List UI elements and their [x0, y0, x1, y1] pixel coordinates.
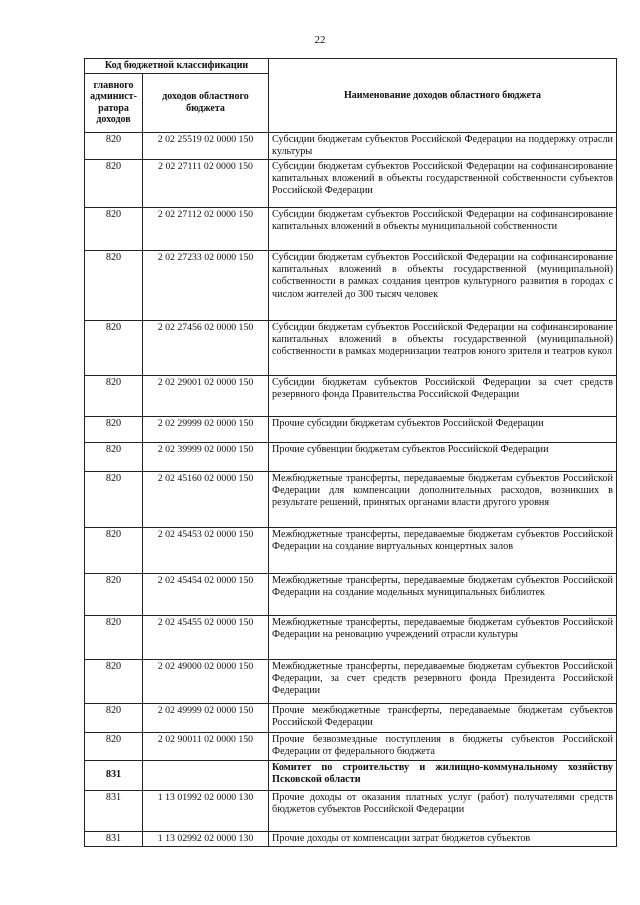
revenue-name-cell: Субсидии бюджетам субъектов Российской Федерации на софинансирование капитальных вложений в объекты государственной собственности субъектов Российской Федерации: [269, 159, 617, 207]
revenue-name-cell: Межбюджетные трансферты, передаваемые бюджетам субъектов Российской Федерации на реновацию учреждений отрасли культуры: [269, 615, 617, 659]
header-chief-administrator: главного админист-ратора доходов: [85, 73, 143, 132]
admin-code-cell: 831: [85, 760, 143, 790]
admin-code-cell: 831: [85, 790, 143, 831]
revenue-code-cell: 2 02 27112 02 0000 150: [143, 207, 269, 250]
revenue-code-cell: [143, 760, 269, 790]
table-row: [85, 132, 617, 159]
table-row: [85, 703, 617, 732]
admin-code-cell: 820: [85, 207, 143, 250]
revenue-code-cell: 2 02 27456 02 0000 150: [143, 320, 269, 375]
table-row: [85, 732, 617, 760]
admin-code-cell: 820: [85, 703, 143, 732]
budget-classification-table: [84, 58, 617, 847]
admin-code-cell: 820: [85, 442, 143, 471]
admin-code-cell: 820: [85, 471, 143, 527]
revenue-name-cell: Субсидии бюджетам субъектов Российской Федерации на поддержку отрасли культуры: [269, 132, 617, 159]
revenue-code-cell: 2 02 39999 02 0000 150: [143, 442, 269, 471]
table-row: [85, 375, 617, 416]
revenue-code-cell: 2 02 49999 02 0000 150: [143, 703, 269, 732]
admin-code-cell: 820: [85, 527, 143, 573]
table-row: [85, 250, 617, 320]
revenue-name-cell: Субсидии бюджетам субъектов Российской Федерации на софинансирование капитальных вложений в объекты государственной (муниципальной) собственности в рамках создания центров культурного развития в городах с числом жителей до 300 тысяч человек: [269, 250, 617, 320]
revenue-code-cell: 2 02 45160 02 0000 150: [143, 471, 269, 527]
revenue-name-cell: Прочие безвозмездные поступления в бюджеты субъектов Российской Федерации от федерального бюджета: [269, 732, 617, 760]
revenue-code-cell: 2 02 49000 02 0000 150: [143, 659, 269, 703]
page-number: 22: [314, 34, 326, 46]
revenue-code-cell: 2 02 29001 02 0000 150: [143, 375, 269, 416]
table-row: [85, 416, 617, 442]
admin-code-cell: 820: [85, 615, 143, 659]
revenue-name-cell: Межбюджетные трансферты, передаваемые бюджетам субъектов Российской Федерации, за счет средств резервного фонда Президента Российской Федерации: [269, 659, 617, 703]
revenue-name-cell: Межбюджетные трансферты, передаваемые бюджетам субъектов Российской Федерации для компенсации дополнительных расходов, возникших в результате решений, принятых органами власти другого уровня: [269, 471, 617, 527]
revenue-code-cell: 1 13 01992 02 0000 130: [143, 790, 269, 831]
admin-code-cell: 820: [85, 159, 143, 207]
header-revenue-code: доходов областного бюджета: [143, 73, 269, 132]
admin-code-cell: 831: [85, 831, 143, 846]
revenue-code-cell: 2 02 29999 02 0000 150: [143, 416, 269, 442]
admin-code-cell: 820: [85, 250, 143, 320]
admin-code-cell: 820: [85, 573, 143, 615]
revenue-name-cell: Субсидии бюджетам субъектов Российской Федерации на софинансирование капитальных вложений в объекты муниципальной собственности: [269, 207, 617, 250]
revenue-code-cell: 2 02 45454 02 0000 150: [143, 573, 269, 615]
revenue-name-cell: Комитет по строительству и жилищно-коммунальному хозяйству Псковской области: [269, 760, 617, 790]
revenue-name-cell: Прочие межбюджетные трансферты, передаваемые бюджетам субъектов Российской Федерации: [269, 703, 617, 732]
revenue-name-cell: Прочие доходы от оказания платных услуг (работ) получателями средств бюджетов субъектов Российской Федерации: [269, 790, 617, 831]
admin-code-cell: 820: [85, 375, 143, 416]
revenue-code-cell: 2 02 45453 02 0000 150: [143, 527, 269, 573]
revenue-name-cell: Субсидии бюджетам субъектов Российской Федерации на софинансирование капитальных вложений в объекты государственной (муниципальной) собственности в рамках модернизации театров юного зрителя и театров кукол: [269, 320, 617, 375]
table-body: [85, 132, 617, 847]
revenue-name-cell: Прочие субсидии бюджетам субъектов Российской Федерации: [269, 416, 617, 442]
table-row: [85, 760, 617, 790]
revenue-name-cell: Субсидии бюджетам субъектов Российской Федерации за счет средств резервного фонда Правительства Российской Федерации: [269, 375, 617, 416]
revenue-code-cell: 2 02 90011 02 0000 150: [143, 732, 269, 760]
revenue-name-cell: Прочие доходы от компенсации затрат бюджетов субъектов: [269, 831, 617, 846]
table-row: [85, 527, 617, 573]
revenue-code-cell: 1 13 02992 02 0000 130: [143, 831, 269, 846]
table-row: [85, 659, 617, 703]
revenue-code-cell: 2 02 27111 02 0000 150: [143, 159, 269, 207]
admin-code-cell: 820: [85, 732, 143, 760]
table-row: [85, 320, 617, 375]
table-row: [85, 573, 617, 615]
table-row: [85, 159, 617, 207]
header-classification-code: Код бюджетной классификации: [85, 59, 269, 74]
revenue-name-cell: Межбюджетные трансферты, передаваемые бюджетам субъектов Российской Федерации на создание виртуальных концертных залов: [269, 527, 617, 573]
revenue-name-cell: Межбюджетные трансферты, передаваемые бюджетам субъектов Российской Федерации на создание модельных муниципальных библиотек: [269, 573, 617, 615]
admin-code-cell: 820: [85, 659, 143, 703]
revenue-code-cell: 2 02 45455 02 0000 150: [143, 615, 269, 659]
header-revenue-name: Наименование доходов областного бюджета: [269, 59, 617, 133]
table-row: [85, 790, 617, 831]
revenue-name-cell: Прочие субвенции бюджетам субъектов Российской Федерации: [269, 442, 617, 471]
table-row: [85, 615, 617, 659]
revenue-code-cell: 2 02 25519 02 0000 150: [143, 132, 269, 159]
table-row: [85, 471, 617, 527]
table-row: [85, 442, 617, 471]
table-row: [85, 207, 617, 250]
admin-code-cell: 820: [85, 416, 143, 442]
admin-code-cell: 820: [85, 132, 143, 159]
admin-code-cell: 820: [85, 320, 143, 375]
table-row: [85, 831, 617, 846]
revenue-code-cell: 2 02 27233 02 0000 150: [143, 250, 269, 320]
